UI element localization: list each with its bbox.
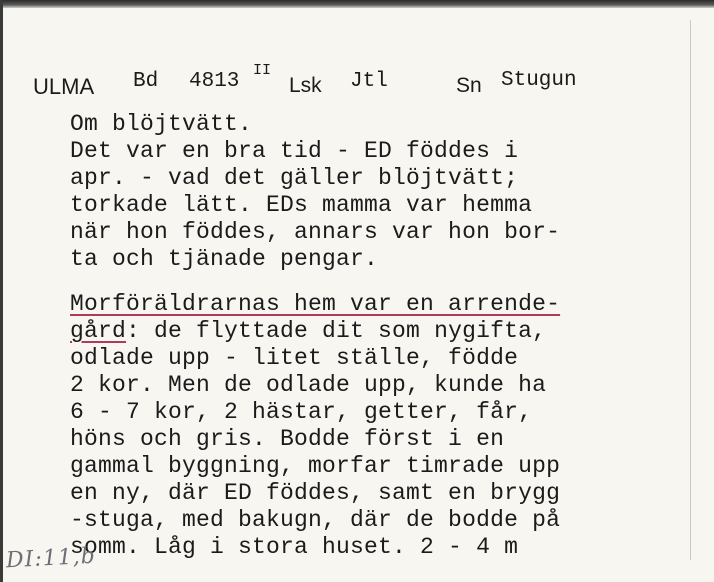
paragraph-gap [70,274,670,291]
text-line: torkade lätt. EDs mamma var hemma [70,192,533,219]
underlined-word: gård [70,317,127,344]
archive-name: ULMA [33,74,95,99]
text-line: -stuga, med bakugn, där de bodde på [70,507,561,534]
sn-value: Stugun [501,69,577,92]
text-line: somm. Låg i stora huset. 2 - 4 m [70,534,519,561]
card-margin-rule [690,20,691,560]
card-body [70,111,670,562]
handwritten-margin-note: DI:11,b [5,543,97,574]
bd-suffix: II [253,62,272,79]
bd-label: Bd [133,70,159,93]
text-line: höns och gris. Bodde först i en [70,426,505,453]
text-line: 6 - 7 kor, 2 hästar, getter, får, [70,398,533,425]
text-line: apr. - vad det gäller blöjtvätt; [70,165,519,192]
scan-left-edge [0,0,3,582]
text-line [70,318,670,345]
text-line: en ny, där ED föddes, samt en brygg [70,480,561,507]
text-line: ta och tjänade pengar. [70,246,379,273]
sn-label: Sn [456,74,482,97]
lsk-value: Jtl [350,70,388,93]
text-line: Om blöjtvätt. [70,111,253,137]
scan-top-edge [0,0,714,8]
text-line: 2 kor. Men de odlade upp, kunde ha [70,371,547,398]
underlined-text-line: Morföräldrarnas hem var en arrende- [70,290,561,317]
text-segment: : de flyttade dit som nygifta, [126,317,547,344]
text-line: odlade upp - litet ställe, födde [70,344,519,371]
card-header [33,62,673,102]
lsk-label: Lsk [289,74,322,97]
text-line: gammal byggning, morfar timrade upp [70,453,561,480]
text-line: Det var en bra tid - ED föddes i [70,138,519,165]
bd-number: 4813 [189,70,240,93]
text-line: när hon föddes, annars var hon bor- [70,219,561,246]
